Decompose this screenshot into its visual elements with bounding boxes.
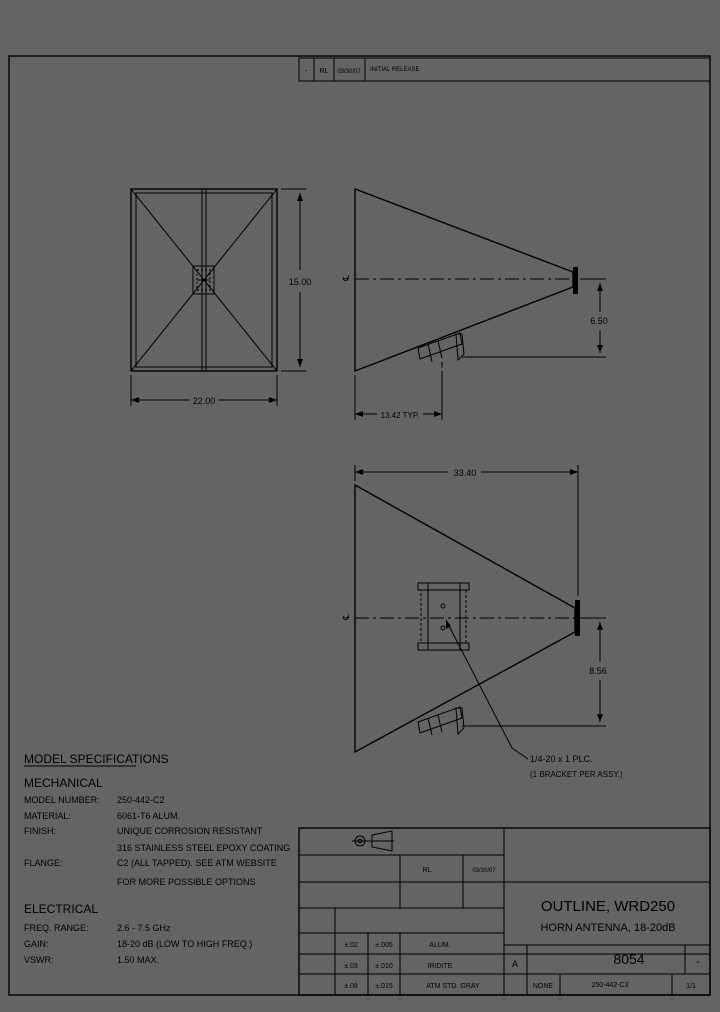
drawing-subtitle: HORN ANTENNA, 18-20dB (540, 922, 676, 934)
sheet-number: 1/1 (686, 983, 696, 990)
top-length-dim: 33.40 (453, 468, 477, 478)
drawing-number: 8054 (613, 951, 645, 967)
callout-line-1: 1/4-20 x 1 PLC. (530, 754, 593, 764)
spec-value: C2 (ALL TAPPED). SEE ATM WEBSITE (117, 858, 277, 868)
spec-label: FLANGE: (24, 858, 63, 868)
spec-value: UNIQUE CORROSION RESISTANT (117, 826, 263, 836)
spec-value: 1.50 MAX. (117, 955, 160, 965)
rev-by: RL (319, 68, 329, 75)
side-centerline: ℄ (341, 275, 351, 281)
front-width-dim: 22.00 (192, 396, 216, 406)
tolerance-a: ±.08 (344, 983, 358, 990)
rev-description: INITIAL RELEASE (370, 67, 420, 73)
drawn-by: RL (422, 867, 432, 874)
drawn-date: 03/30/07 (472, 868, 496, 874)
finish: IRIDITE (427, 963, 453, 970)
spec-label: VSWR: (24, 955, 54, 965)
finish: ATM STD. GRAY (426, 983, 480, 990)
side-offset-dim: 6.50 (590, 316, 608, 326)
callout-line-2: (1 BRACKET PER ASSY.) (530, 770, 623, 779)
projection-symbol-icon (352, 831, 394, 851)
side-flange-dim: 13.42 TYP. (380, 411, 420, 420)
finish: ALUM. (429, 942, 451, 949)
electrical-heading: ELECTRICAL (24, 902, 99, 916)
rev-date: 03/30/07 (337, 69, 361, 75)
specifications (24, 752, 290, 965)
spec-label: MODEL NUMBER: (24, 795, 100, 805)
spec-label: GAIN: (24, 939, 49, 949)
spec-value: 6061-T6 ALUM. (117, 811, 181, 821)
drawing-title: OUTLINE, WRD250 (540, 898, 676, 915)
scale-value: NONE (532, 983, 554, 990)
drawing-rev: - (696, 956, 700, 968)
tolerance-b: ±.010 (375, 963, 393, 970)
spec-value: 316 STAINLESS STEEL EPOXY COATING (117, 843, 291, 853)
front-height-dim: 15.00 (288, 277, 312, 287)
top-view (341, 465, 623, 779)
tolerance-a: ±.02 (344, 942, 358, 949)
rev-letter: - (304, 66, 308, 75)
side-view (341, 189, 608, 420)
revision-block (299, 58, 710, 81)
spec-value: FOR MORE POSSIBLE OPTIONS (117, 877, 256, 887)
sheet-size: A (511, 959, 519, 969)
tolerance-a: ±.03 (344, 963, 358, 970)
sheet-border (9, 56, 710, 995)
specs-title: MODEL SPECIFICATIONS (24, 752, 169, 766)
top-centerline: ℄ (341, 614, 351, 620)
top-offset-dim: 8.56 (589, 666, 607, 676)
title-block (299, 828, 710, 995)
spec-value: 2.6 - 7.5 GHz (117, 923, 171, 933)
tolerance-b: ±.005 (375, 942, 393, 949)
spec-value: 250-442-C2 (117, 795, 165, 805)
tolerance-b: ±.015 (375, 983, 393, 990)
spec-value: 18-20 dB (LOW TO HIGH FREQ.) (117, 939, 253, 949)
spec-label: FREQ. RANGE: (24, 923, 89, 933)
mechanical-heading: MECHANICAL (24, 776, 103, 790)
spec-label: FINISH: (24, 826, 57, 836)
spec-label: MATERIAL: (24, 811, 71, 821)
front-view (131, 189, 311, 406)
part-number: 250-442-C3 (591, 982, 629, 989)
